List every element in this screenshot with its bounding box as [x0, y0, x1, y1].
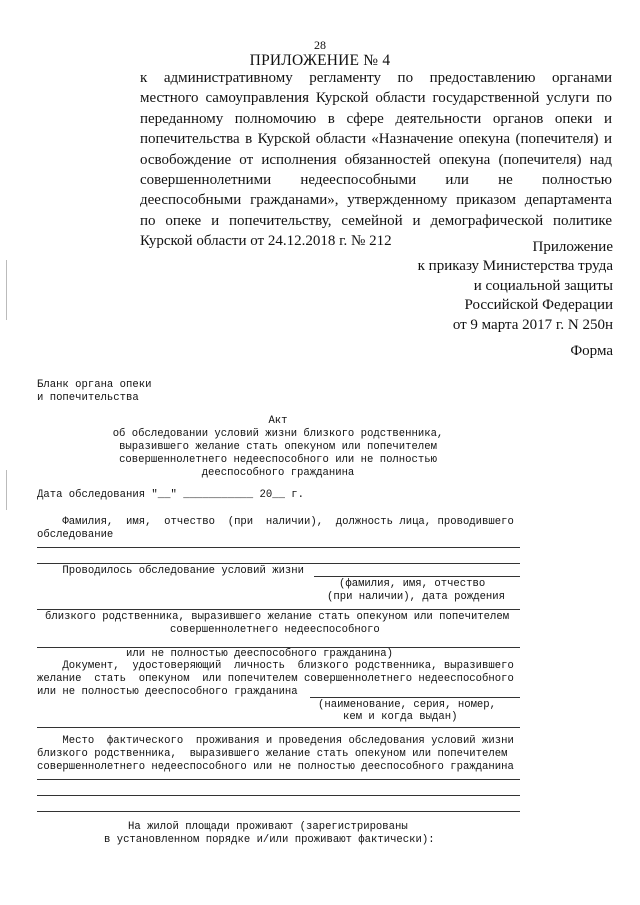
- regulation-line: дееспособными гражданами», утвержденному приказом департамента: [140, 192, 612, 209]
- residence-label: близкого родственника, выразившего желание стать опекуном или попечителем: [37, 748, 508, 760]
- act-title-line: об обследовании условий жизни близкого родственника,: [112, 428, 444, 440]
- residence-fill-line[interactable]: [37, 811, 520, 812]
- regulation-line: совершеннолетними недееспособными или не полностью: [140, 171, 612, 188]
- appendix-title: ПРИЛОЖЕНИЕ № 4: [249, 52, 391, 69]
- page-number: 28: [314, 38, 326, 52]
- regulation-line: местного самоуправления Курской области государственной услуги по: [140, 90, 612, 107]
- document-hint: кем и когда выдан): [343, 711, 458, 723]
- inspection-date-field[interactable]: Дата обследования "__" ___________ 20__ г.: [37, 489, 305, 501]
- regulation-line: к административному регламенту по предоставлению органами: [140, 70, 612, 86]
- regulation-line: попечительства в Курской области «Назначение опекуна (попечителя) и: [140, 131, 612, 148]
- act-title-line: совершеннолетнего недееспособного или не полностью: [119, 454, 437, 466]
- act-title-line: выразившего желание стать опекуном или попечителем: [119, 441, 437, 453]
- inspector-label: обследование: [37, 529, 114, 541]
- residents-label: в установленном порядке и/или проживают фактически):: [104, 834, 435, 846]
- document-hint: (наименование, серия, номер,: [318, 699, 497, 711]
- relative-label: близкого родственника, выразившего желание стать опекуном или попечителем: [45, 611, 510, 623]
- conducted-hint: (фамилия, имя, отчество: [339, 578, 486, 590]
- residents-label: На жилой площади проживают (зарегистрированы: [128, 821, 408, 833]
- inspector-label: Фамилия, имя, отчество (при наличии), должность лица, проводившего: [37, 516, 514, 528]
- relative-label: или не полностью дееспособного гражданина): [126, 648, 394, 660]
- residence-fill-line[interactable]: [37, 779, 520, 780]
- regulation-paragraph: [140, 68, 612, 252]
- regulation-line: освобождение от исполнения обязанностей опекуна (попечителя) над: [140, 151, 612, 168]
- annex-line: Приложение: [532, 239, 613, 255]
- annex-line: Российской Федерации: [464, 297, 613, 314]
- document-fill-line[interactable]: [310, 697, 520, 698]
- inspector-fill-line[interactable]: [37, 547, 520, 548]
- annex-line: к приказу Министерства труда: [417, 258, 613, 275]
- document-label: желание стать опекуном или попечителем совершеннолетнего недееспособного: [37, 673, 514, 685]
- blank-header-line: Бланк органа опеки: [37, 379, 152, 391]
- annex-reference: [418, 238, 613, 335]
- document-label: или не полностью дееспособного гражданина: [37, 686, 298, 698]
- annex-line: и социальной защиты: [473, 277, 613, 294]
- blank-header-line: и попечительства: [37, 392, 139, 404]
- regulation-line: переданному полномочию в сфере деятельности органов опеки и: [140, 110, 612, 127]
- act-title: Акт: [268, 415, 288, 427]
- conducted-fill-line[interactable]: [37, 609, 520, 610]
- form-label: Форма: [570, 343, 613, 359]
- regulation-line: по опеке и попечительству, семейной и демографической политике: [140, 212, 612, 229]
- act-title-line: дееспособного гражданина: [201, 467, 355, 479]
- inspector-fill-line[interactable]: [37, 563, 520, 564]
- regulation-line: Курской области от 24.12.2018 г. № 212: [140, 233, 392, 250]
- residence-label: Место фактического проживания и проведения обследования условий жизни: [37, 735, 514, 747]
- residence-label: совершеннолетнего недееспособного или не полностью дееспособного гражданина: [37, 761, 514, 773]
- conducted-label: Проводилось обследование условий жизни: [37, 565, 305, 577]
- annex-line: от 9 марта 2017 г. N 250н: [452, 316, 613, 333]
- scan-margin-mark: [6, 260, 7, 320]
- document-label: Документ, удостоверяющий личность близкого родственника, выразившего: [37, 660, 514, 672]
- relative-label: совершеннолетнего недееспособного: [170, 624, 380, 636]
- document-fill-line[interactable]: [37, 727, 520, 728]
- residence-fill-line[interactable]: [37, 795, 520, 796]
- conducted-hint: (при наличии), дата рождения: [327, 591, 506, 603]
- conducted-fill-line[interactable]: [314, 576, 520, 577]
